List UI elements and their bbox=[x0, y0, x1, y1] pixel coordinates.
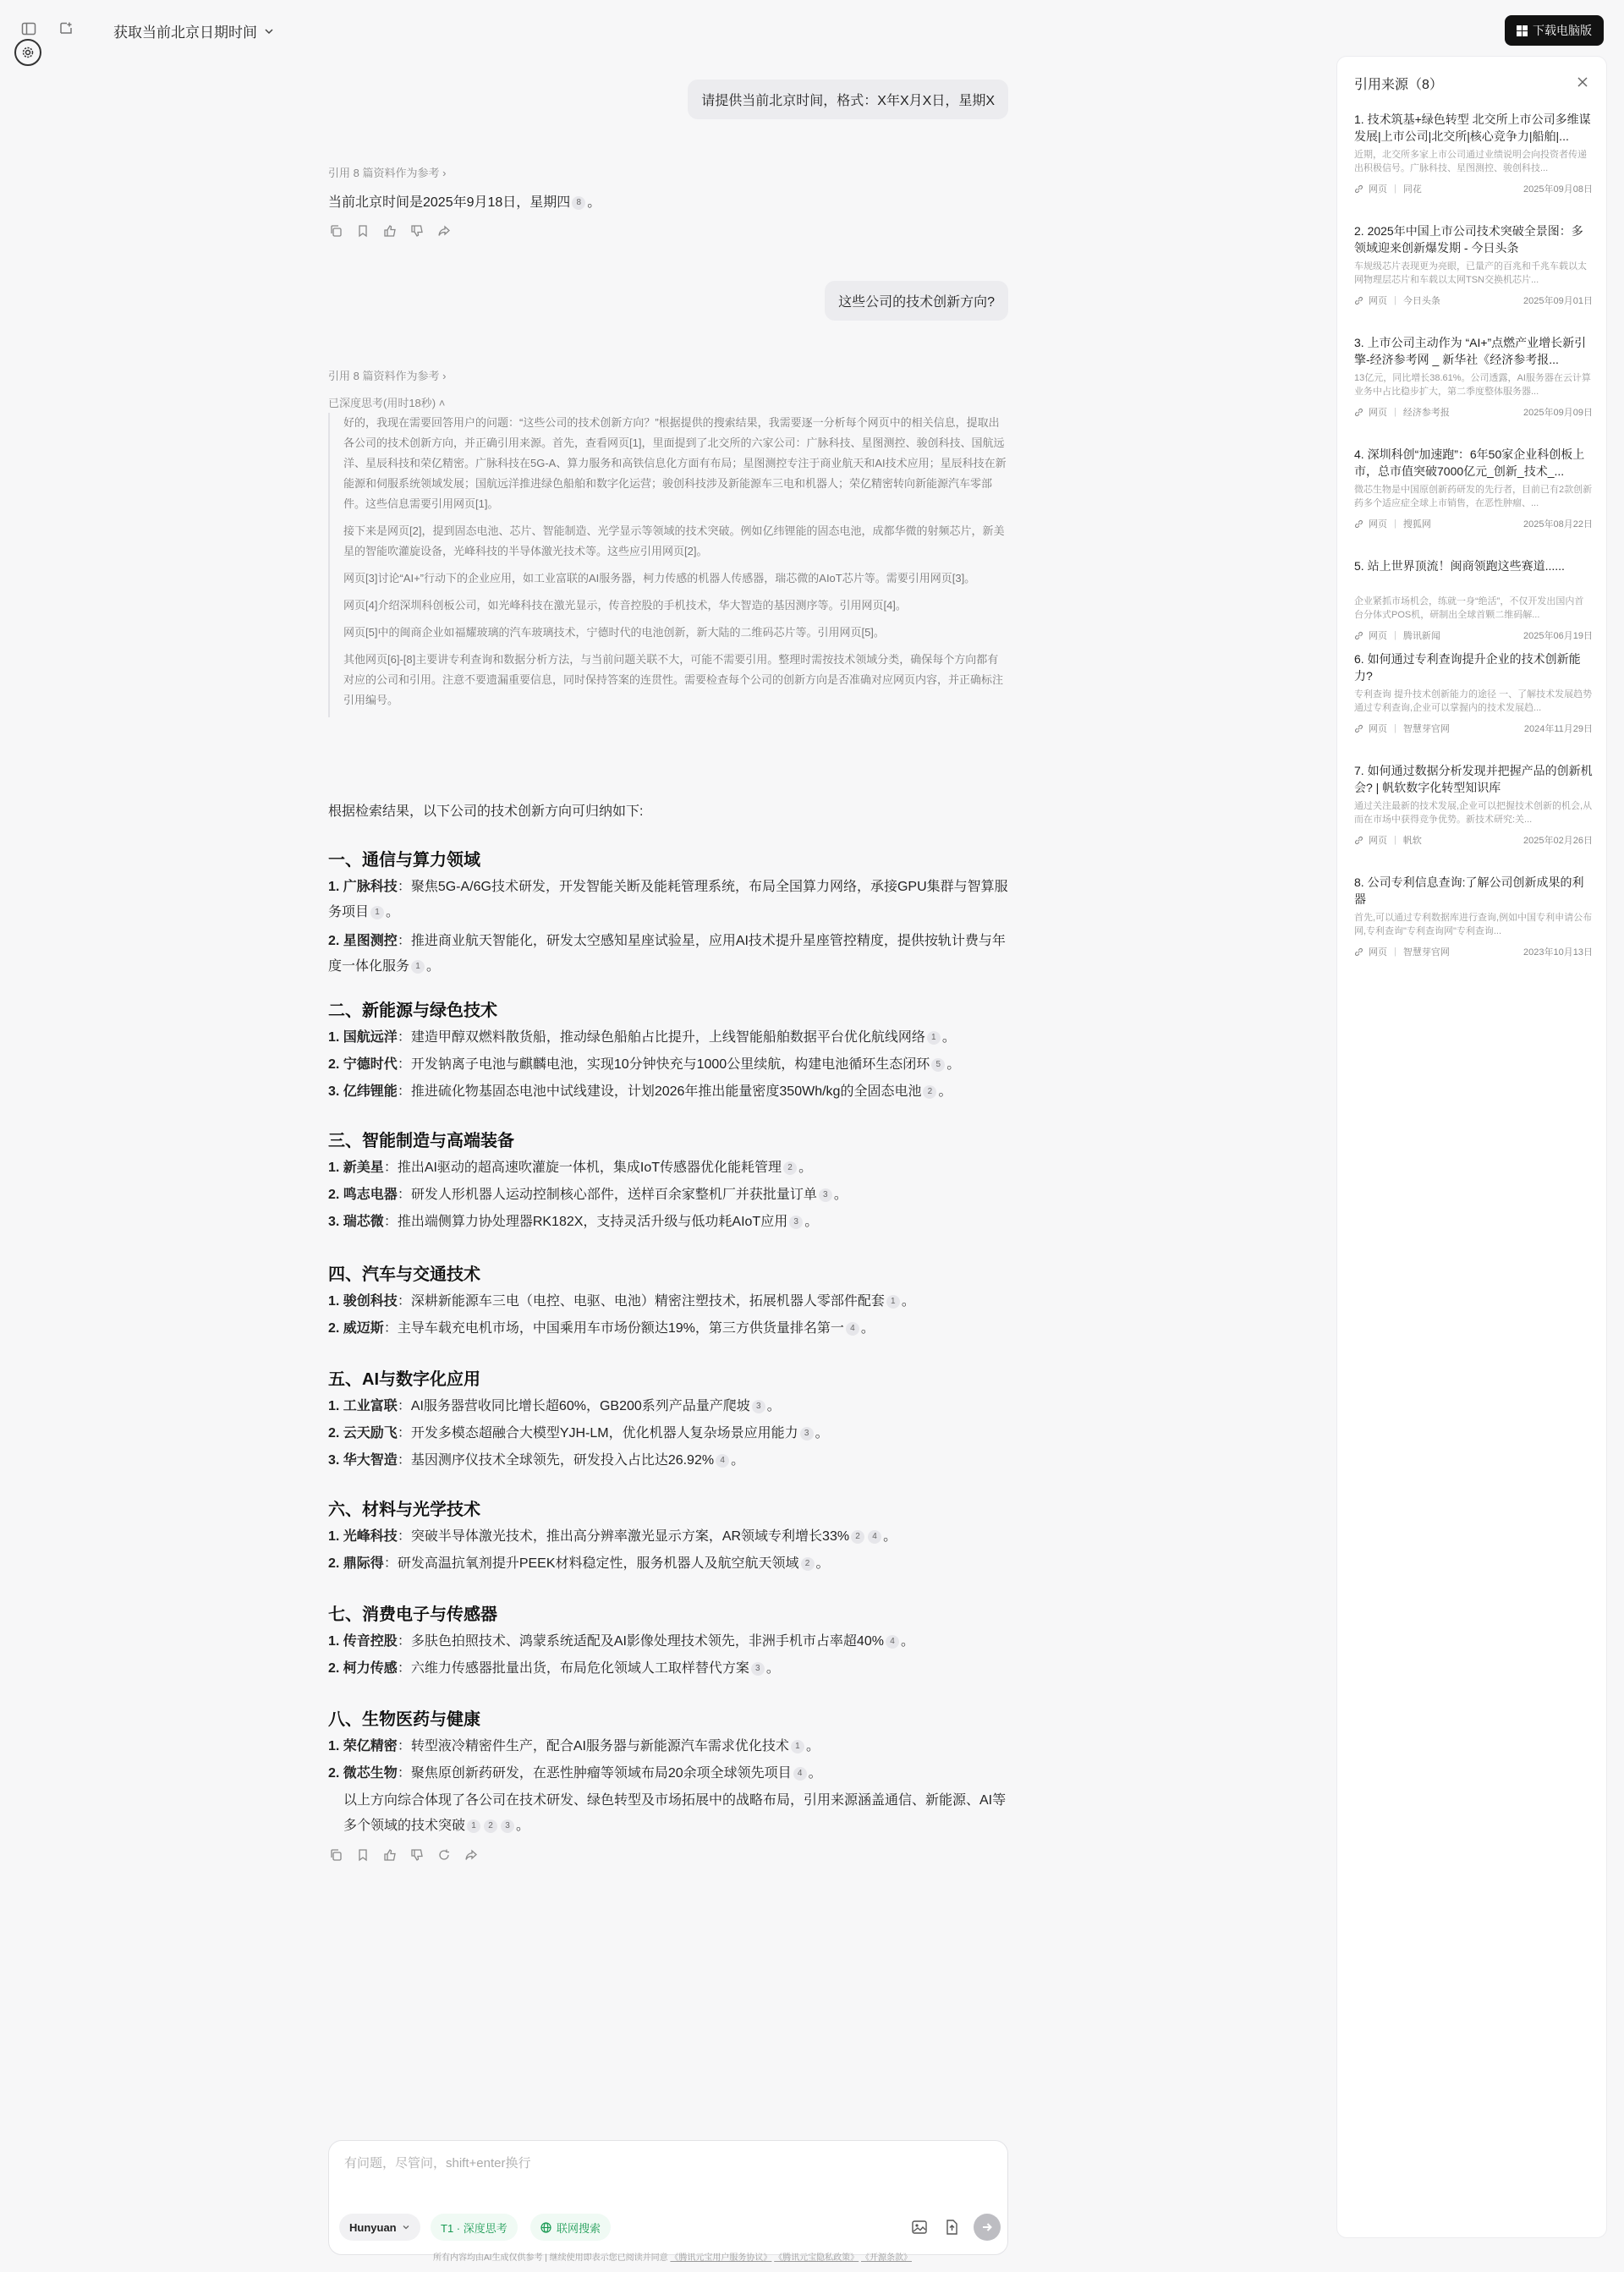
item-text: ：突破半导体激光技术，推出高分辨率激光显示方案，AR领域专利增长33% bbox=[397, 1529, 850, 1544]
item-text: ：研发人形机器人运动控制核心部件，送样百余家整机厂并获批量订单 bbox=[397, 1188, 817, 1202]
citation-badge[interactable]: 4 bbox=[793, 1767, 807, 1781]
citation-badge[interactable]: 2 bbox=[783, 1161, 797, 1175]
item-period: 。 bbox=[946, 1057, 961, 1072]
web-search-label: 联网搜索 bbox=[557, 2221, 601, 2235]
chat-title: 获取当前北京日期时间 bbox=[113, 25, 257, 41]
reference-card[interactable] bbox=[1354, 650, 1593, 735]
thumbs-up-icon[interactable] bbox=[382, 223, 398, 239]
company-name: 鸣志电器 bbox=[343, 1188, 398, 1202]
reference-snippet: 近期，北交所多家上市公司通过业绩说明会向投资者传递出积极信号。广脉科技、星图测控、骏创科技... bbox=[1354, 150, 1587, 173]
item-period: 。 bbox=[805, 1739, 820, 1753]
reference-type: 网页 bbox=[1369, 296, 1387, 306]
reference-meta bbox=[1354, 945, 1593, 958]
item-text: ：聚焦5G-A/6G技术研发，开发智能关断及能耗管理系统，布局全国算力网络，承接GPU集群与智算服务项目 bbox=[328, 880, 1008, 919]
company-name: 柯力传感 bbox=[343, 1661, 398, 1676]
item-number: 2. bbox=[328, 1188, 340, 1202]
item-number: 3. bbox=[328, 1084, 340, 1099]
reference-date: 2025年09月01日 bbox=[1523, 296, 1593, 306]
link-icon bbox=[1354, 947, 1363, 957]
answer-text: 当前北京时间是2025年9月18日，星期四 bbox=[328, 195, 571, 210]
answer-period: 。 bbox=[587, 195, 601, 210]
section-title: 七、消费电子与传感器 bbox=[328, 1605, 497, 1624]
footer-text: 所有内容均由AI生成仅供参考 | 继续使用即表示您已阅读并同意 bbox=[433, 2253, 668, 2263]
thinking-paragraph: 好的，我现在需要回答用户的问题：“这些公司的技术创新方向？”根据提供的搜索结果，我需要逐一分析每个网页中的相关信息，提取出各公司的技术创新方向，并正确引用来源。首先，查看网页[1]，里面提到了北交所的六家公司：广脉科技、星图测控、骏创科技、国航远洋、星辰科技和荣亿精密。广脉科技在5G-A、算力服务和高铁信息化方面有布局；星图测控专注于商业航天和AI技术应用；星辰科技在新能源和伺服系统领域发展；国航远洋推进绿色船舶和数字化运营；骏创科技涉及新能源车三电和机器人；荣亿精密转向新能源汽车零部件。这些信息需要引用网页[1]。 bbox=[343, 416, 1007, 510]
reference-meta bbox=[1354, 517, 1593, 530]
answer-intro: 根据检索结果，以下公司的技术创新方向可归纳如下: bbox=[328, 804, 644, 819]
item-period: 。 bbox=[766, 1399, 781, 1413]
reference-card[interactable] bbox=[1354, 334, 1593, 419]
file-upload-icon[interactable] bbox=[941, 2217, 962, 2237]
reference-title: 1. 技术筑基+绿色转型 北交所上市公司多维谋发展|上市公司|北交所|核心竞争力|船舶|... bbox=[1354, 113, 1591, 143]
citation-badge[interactable]: 1 bbox=[927, 1031, 941, 1045]
composer bbox=[328, 2140, 1008, 2255]
chat-title-dropdown[interactable] bbox=[113, 20, 274, 41]
assistant-answer bbox=[328, 191, 601, 211]
answer-summary bbox=[328, 1788, 1008, 1839]
list-item bbox=[328, 1656, 1008, 1682]
company-name: 骏创科技 bbox=[343, 1294, 398, 1309]
meta-separator: | bbox=[1394, 519, 1396, 529]
answer-actions bbox=[328, 223, 452, 239]
arrow-right-icon bbox=[981, 2221, 993, 2233]
reference-title: 6. 如何通过专利查询提升企业的技术创新能力? bbox=[1354, 652, 1581, 683]
reference-type: 网页 bbox=[1369, 724, 1387, 734]
reference-snippet: 通过关注最新的技术发展,企业可以把握技术创新的机会,从而在市场中获得竞争优势。新技术研究:关... bbox=[1354, 801, 1593, 825]
chevron-down-icon bbox=[402, 2223, 410, 2231]
share-icon[interactable] bbox=[436, 223, 452, 239]
company-name: 华大智造 bbox=[343, 1453, 398, 1468]
item-period: 。 bbox=[860, 1321, 875, 1336]
item-number: 3. bbox=[328, 1453, 340, 1468]
item-number: 2. bbox=[328, 1661, 340, 1676]
list-item bbox=[328, 1052, 1008, 1078]
message-input[interactable] bbox=[344, 2156, 987, 2170]
item-period: 。 bbox=[798, 1161, 813, 1175]
reference-snippet: 专利查询 提升技术创新能力的途径 一、了解技术发展趋势 通过专利查询,企业可以掌握内的技术发展趋... bbox=[1354, 689, 1593, 713]
item-text: ：基因测序仪技术全球领先，研发投入占比达26.92% bbox=[397, 1453, 715, 1468]
citation-badge[interactable]: 3 bbox=[789, 1216, 803, 1229]
item-number: 2. bbox=[328, 1556, 340, 1571]
summary-text: 以上方向综合体现了各公司在技术研发、绿色转型及市场拓展中的战略布局，引用来源涵盖通信、新能源、AI等多个领域的技术突破 bbox=[343, 1793, 1007, 1833]
reference-date: 2025年02月26日 bbox=[1523, 836, 1593, 846]
reference-meta bbox=[1354, 722, 1593, 735]
reference-date: 2024年11月29日 bbox=[1523, 724, 1593, 734]
answer-actions bbox=[328, 1847, 479, 1863]
reference-title: 2. 2025年中国上市公司技术突破全景图：多领域迎来创新爆发期 - 今日头条 bbox=[1354, 224, 1583, 255]
citation-badge[interactable]: 3 bbox=[501, 1819, 514, 1833]
meta-separator: | bbox=[1394, 947, 1396, 957]
item-number: 1. bbox=[328, 1161, 340, 1175]
item-period: 。 bbox=[815, 1556, 830, 1571]
share-icon[interactable] bbox=[464, 1847, 479, 1863]
link-icon bbox=[1354, 631, 1363, 640]
reference-title: 8. 公司专利信息查询:了解公司创新成果的利器 bbox=[1354, 875, 1584, 906]
reference-title: 4. 深圳科创“加速跑”：6年50家企业科创板上市，总市值突破7000亿元_创新_技术_... bbox=[1354, 447, 1585, 478]
list-item bbox=[328, 1025, 1008, 1051]
section-title: 二、新能源与绿色技术 bbox=[328, 1002, 497, 1020]
thinking-block bbox=[328, 413, 1008, 717]
item-text: ：推出AI驱动的超高速吹灌旋一体机，集成IoT传感器优化能耗管理 bbox=[383, 1161, 782, 1175]
item-number: 2. bbox=[328, 1766, 340, 1781]
reference-source: 智慧芽官网 bbox=[1402, 724, 1450, 734]
item-text: ：开发钠离子电池与麒麟电池，实现10分钟快充与1000公里续航，构建电池循环生态闭环 bbox=[397, 1057, 930, 1072]
reference-card[interactable] bbox=[1354, 874, 1593, 958]
citation-badge[interactable]: 4 bbox=[716, 1454, 729, 1468]
reference-panel-title: 引用来源（8） bbox=[1354, 78, 1443, 92]
list-item bbox=[328, 1551, 1008, 1577]
thumbs-down-icon[interactable] bbox=[409, 223, 425, 239]
list-item bbox=[328, 929, 1008, 980]
reference-type: 网页 bbox=[1369, 947, 1387, 958]
item-number: 2. bbox=[328, 934, 340, 948]
image-upload-icon[interactable] bbox=[909, 2217, 930, 2237]
citation-badge[interactable]: 2 bbox=[923, 1085, 936, 1099]
sidebar-toggle-icon[interactable] bbox=[19, 19, 39, 39]
reference-meta bbox=[1354, 833, 1593, 847]
chevron-down-icon bbox=[264, 26, 274, 36]
user-message: 请提供当前北京时间，格式：X年X月X日，星期X bbox=[688, 80, 1008, 119]
list-item bbox=[328, 1421, 1008, 1446]
bookmark-icon[interactable] bbox=[355, 223, 370, 239]
thinking-label: 已深度思考(用时18秒) bbox=[328, 397, 436, 409]
reference-card[interactable] bbox=[1354, 762, 1593, 847]
item-number: 1. bbox=[328, 1399, 340, 1413]
citation-badge[interactable]: 3 bbox=[751, 1662, 765, 1676]
item-period: 。 bbox=[815, 1426, 829, 1441]
citation-badge[interactable]: 1 bbox=[886, 1295, 900, 1309]
section-title: 五、AI与数字化应用 bbox=[328, 1370, 480, 1389]
citation-badge[interactable]: 3 bbox=[819, 1188, 832, 1202]
thinking-toggle[interactable]: 已深度思考(用时18秒) ˄ bbox=[328, 397, 446, 409]
list-item bbox=[328, 1524, 1008, 1550]
item-text: ：研发高温抗氧剂提升PEEK材料稳定性，服务机器人及航空航天领域 bbox=[383, 1556, 799, 1571]
windows-icon bbox=[1517, 25, 1528, 36]
model-name: Hunyuan bbox=[349, 2220, 397, 2234]
section-title: 八、生物医药与健康 bbox=[328, 1710, 480, 1729]
copy-icon[interactable] bbox=[328, 223, 343, 239]
item-text: ：建造甲醇双燃料散货船，推动绿色船舶占比提升，上线智能船舶数据平台优化航线网络 bbox=[397, 1030, 925, 1045]
list-item bbox=[328, 1183, 1008, 1208]
list-item bbox=[328, 875, 1008, 925]
section-title: 六、材料与光学技术 bbox=[328, 1501, 480, 1519]
reference-meta bbox=[1354, 405, 1593, 419]
deep-think-toggle[interactable] bbox=[431, 2214, 518, 2241]
list-item bbox=[328, 1734, 1008, 1759]
item-text: ：AI服务器营收同比增长超60%，GB200系列产品量产爬坡 bbox=[397, 1399, 750, 1413]
company-name: 光峰科技 bbox=[343, 1529, 398, 1544]
section-title: 一、通信与算力领域 bbox=[328, 851, 480, 870]
citation-badge[interactable]: 4 bbox=[868, 1530, 881, 1544]
reference-card[interactable] bbox=[1354, 446, 1593, 530]
citation-badge[interactable]: 1 bbox=[411, 960, 425, 974]
item-period: 。 bbox=[731, 1453, 745, 1468]
section-title: 四、汽车与交通技术 bbox=[328, 1265, 480, 1284]
citation-badge[interactable]: 2 bbox=[801, 1557, 815, 1571]
reference-panel bbox=[1336, 56, 1607, 2238]
item-period: 。 bbox=[938, 1084, 952, 1099]
link-icon bbox=[1354, 724, 1363, 733]
item-text: ：转型液冷精密件生产，配合AI服务器与新能源汽车需求优化技术 bbox=[397, 1739, 789, 1753]
item-period: 。 bbox=[941, 1030, 956, 1045]
close-icon[interactable] bbox=[1574, 74, 1591, 91]
citation-badge[interactable]: 5 bbox=[931, 1058, 945, 1072]
footer-disclaimer bbox=[0, 2250, 1345, 2263]
item-text: ：开发多模态超融合大模型YJH-LM，优化机器人复杂场景应用能力 bbox=[397, 1426, 798, 1441]
reference-title: 3. 上市公司主动作为 “AI+”点燃产业增长新引擎-经济参考网 _ 新华社《经济参考报... bbox=[1354, 336, 1587, 366]
item-number: 3. bbox=[328, 1215, 340, 1229]
meta-separator: | bbox=[1394, 407, 1396, 417]
meta-separator: | bbox=[1394, 835, 1396, 845]
company-name: 瑞芯微 bbox=[343, 1215, 384, 1229]
bookmark-icon[interactable] bbox=[355, 1847, 370, 1863]
thinking-paragraph: 接下来是网页[2]，提到固态电池、芯片、智能制造、光学显示等领域的技术突破。例如亿纬锂能的固态电池，成都华微的射频芯片，新美星的智能吹灌旋设备，光峰科技的半导体激光技术等。这些应引用网页[2]。 bbox=[343, 524, 1005, 557]
company-name: 国航远洋 bbox=[343, 1030, 398, 1045]
reference-source: 智慧芽官网 bbox=[1402, 947, 1450, 958]
reference-card[interactable] bbox=[1354, 222, 1593, 307]
item-number: 1. bbox=[328, 1739, 340, 1753]
item-period: 。 bbox=[386, 905, 400, 919]
citation-badge[interactable]: 2 bbox=[851, 1530, 864, 1544]
reference-card[interactable] bbox=[1354, 557, 1593, 642]
footer-link-privacy[interactable]: 《腾讯元宝隐私政策》 bbox=[774, 2253, 859, 2263]
meta-separator: | bbox=[1394, 295, 1396, 305]
reference-source: 同花 bbox=[1402, 184, 1422, 195]
item-text: ：深耕新能源车三电（电控、电驱、电池）精密注塑技术，拓展机器人零部件配套 bbox=[397, 1294, 885, 1309]
link-icon bbox=[1354, 519, 1363, 529]
item-period: 。 bbox=[808, 1766, 822, 1781]
web-search-toggle[interactable] bbox=[530, 2214, 611, 2241]
reference-count-link[interactable]: 引用 8 篇资料作为参考 › bbox=[328, 167, 447, 179]
reference-snippet: 车规级芯片表现更为亮眼，已量产的百兆和千兆车载以太网物理层芯片和车载以太网TSN交换机芯片... bbox=[1354, 261, 1587, 285]
list-item bbox=[328, 1289, 1008, 1314]
reference-type: 网页 bbox=[1369, 184, 1387, 195]
item-text: ：主导车载充电机市场，中国乘用车市场份额达19%，第三方供货量排名第一 bbox=[383, 1321, 844, 1336]
reference-snippet: 微芯生物是中国原创新药研发的先行者，目前已有2款创新药多个适应症全球上市销售，在恶性肿瘤、... bbox=[1354, 485, 1593, 508]
item-number: 1. bbox=[328, 1030, 340, 1045]
reference-type: 网页 bbox=[1369, 408, 1387, 418]
reference-date: 2025年06月19日 bbox=[1523, 631, 1593, 641]
list-item bbox=[328, 1316, 1008, 1342]
reference-source: 腾讯新闻 bbox=[1402, 631, 1440, 641]
citation-badge[interactable]: 8 bbox=[572, 196, 585, 210]
reference-source: 今日头条 bbox=[1402, 296, 1440, 306]
thumbs-down-icon[interactable] bbox=[409, 1847, 425, 1863]
item-text: ：推出端侧算力协处理器RK182X，支持灵活升级与低功耗AIoT应用 bbox=[383, 1215, 788, 1229]
company-name: 广脉科技 bbox=[343, 880, 398, 894]
reference-date: 2025年09月08日 bbox=[1523, 184, 1593, 195]
company-name: 亿纬锂能 bbox=[343, 1084, 398, 1099]
company-name: 传音控股 bbox=[343, 1634, 398, 1649]
item-period: 。 bbox=[900, 1634, 914, 1649]
item-number: 1. bbox=[328, 1529, 340, 1544]
regenerate-icon[interactable] bbox=[436, 1847, 452, 1863]
reference-snippet: 13亿元，同比增长38.61%。公司透露，AI服务器在云计算业务中占比稳步扩大，第二季度整体服务器... bbox=[1354, 373, 1591, 397]
item-number: 1. bbox=[328, 1634, 340, 1649]
reference-source: 搜狐网 bbox=[1402, 519, 1431, 530]
company-name: 星图测控 bbox=[343, 934, 398, 948]
citation-badge[interactable]: 4 bbox=[846, 1322, 859, 1336]
thinking-paragraph: 其他网页[6]-[8]主要讲专利查询和数据分析方法，与当前问题关联不大，可能不需要引用。整理时需按技术领域分类，确保每个方向都有对应的公司和引用。注意不要遗漏重要信息，同时保持答案的连贯性。需要检查每个公司的创新方向是否准确对应网页内容，并正确标注引用编号。 bbox=[343, 653, 1004, 706]
item-number: 2. bbox=[328, 1057, 340, 1072]
item-number: 2. bbox=[328, 1321, 340, 1336]
reference-title: 7. 如何通过数据分析发现并把握产品的创新机会? | 帆软数字化转型知识库 bbox=[1354, 764, 1593, 794]
list-item bbox=[328, 1448, 1008, 1474]
reference-meta bbox=[1354, 294, 1593, 307]
list-item bbox=[328, 1394, 1008, 1419]
globe-icon bbox=[540, 2222, 551, 2233]
meta-separator: | bbox=[1394, 723, 1396, 733]
reference-count-text: 引用 8 篇资料作为参考 bbox=[328, 167, 440, 179]
send-button[interactable] bbox=[974, 2214, 1001, 2241]
citation-badge[interactable]: 3 bbox=[752, 1400, 765, 1413]
reference-snippet: 企业紧抓市场机会，练就一身“绝活”，不仅开发出国内首台分体式POS机，研制出全球首颗二维码解... bbox=[1354, 596, 1584, 620]
item-text: ：推进商业航天智能化，研发太空感知星座试验星，应用AI技术提升星座管控精度，提供按轨计费与年度一体化服务 bbox=[328, 934, 1006, 974]
meta-separator: | bbox=[1394, 630, 1396, 640]
reference-type: 网页 bbox=[1369, 836, 1387, 846]
item-text: ：聚焦原创新药研发，在恶性肿瘤等领域布局20余项全球领先项目 bbox=[397, 1766, 792, 1781]
company-name: 荣亿精密 bbox=[343, 1739, 398, 1753]
item-period: 。 bbox=[833, 1188, 848, 1202]
item-number: 1. bbox=[328, 1294, 340, 1309]
citation-badge[interactable]: 1 bbox=[370, 906, 384, 919]
footer-link-opensource[interactable]: 《开源条款》 bbox=[860, 2253, 912, 2263]
item-number: 1. bbox=[328, 880, 340, 894]
reference-meta bbox=[1354, 628, 1593, 642]
reference-date: 2025年09月09日 bbox=[1523, 408, 1593, 418]
link-icon bbox=[1354, 296, 1363, 305]
company-name: 宁德时代 bbox=[343, 1057, 398, 1072]
item-period: 。 bbox=[765, 1661, 780, 1676]
reference-snippet: 首先,可以通过专利数据库进行查询,例如中国专利申请公布网,专利查询"专利查询网"专利查询... bbox=[1354, 913, 1593, 936]
company-name: 威迈斯 bbox=[343, 1321, 384, 1336]
reference-date: 2023年10月13日 bbox=[1523, 947, 1593, 958]
reference-date: 2025年08月22日 bbox=[1523, 519, 1593, 530]
reference-source: 帆软 bbox=[1402, 836, 1422, 846]
reference-source: 经济参考报 bbox=[1402, 408, 1450, 418]
list-item bbox=[328, 1761, 1008, 1786]
company-name: 新美星 bbox=[343, 1161, 384, 1175]
item-text: ：多肤色拍照技术、鸿蒙系统适配及AI影像处理技术领先，非洲手机市占率超40% bbox=[397, 1634, 884, 1649]
model-selector[interactable] bbox=[339, 2214, 420, 2241]
link-icon bbox=[1354, 408, 1363, 417]
thinking-paragraph: 网页[4]介绍深圳科创板公司，如光峰科技在激光显示，传音控股的手机技术，华大智造的基因测序等。引用网页[4]。 bbox=[343, 599, 907, 612]
citation-badge[interactable]: 1 bbox=[791, 1740, 804, 1753]
user-message: 这些公司的技术创新方向? bbox=[825, 281, 1008, 321]
download-desktop-button[interactable] bbox=[1505, 15, 1604, 46]
item-text: ：推进硫化物基固态电池中试线建设，计划2026年推出能量密度350Wh/kg的全固态电池 bbox=[397, 1084, 922, 1099]
citation-badge[interactable]: 1 bbox=[467, 1819, 480, 1833]
reference-type: 网页 bbox=[1369, 631, 1387, 641]
company-name: 工业富联 bbox=[343, 1399, 398, 1413]
meta-separator: | bbox=[1394, 184, 1396, 194]
reference-type: 网页 bbox=[1369, 519, 1387, 530]
reference-card[interactable] bbox=[1354, 111, 1593, 195]
thinking-paragraph: 网页[3]讨论“AI+”行动下的企业应用，如工业富联的AI服务器，柯力传感的机器人传感器，瑞芯微的AIoT芯片等。需要引用网页[3]。 bbox=[343, 572, 976, 584]
thumbs-up-icon[interactable] bbox=[382, 1847, 398, 1863]
list-item bbox=[328, 1210, 1008, 1235]
reference-title: 5. 站上世界顶流！闽商领跑这些赛道...... bbox=[1354, 559, 1565, 573]
top-bar bbox=[0, 0, 1624, 59]
citation-badge[interactable]: 2 bbox=[484, 1819, 497, 1833]
item-period: 。 bbox=[883, 1529, 897, 1544]
item-period: 。 bbox=[426, 959, 441, 974]
footer-link-terms[interactable]: 《腾讯元宝用户服务协议》 bbox=[670, 2253, 772, 2263]
item-period: 。 bbox=[901, 1294, 915, 1309]
company-name: 微芯生物 bbox=[343, 1766, 398, 1781]
company-name: 云天励飞 bbox=[343, 1426, 398, 1441]
item-number: 2. bbox=[328, 1426, 340, 1441]
citation-badge[interactable]: 3 bbox=[800, 1427, 814, 1441]
company-name: 鼎际得 bbox=[343, 1556, 384, 1571]
new-chat-icon[interactable] bbox=[56, 19, 76, 39]
thinking-paragraph: 网页[5]中的闽商企业如福耀玻璃的汽车玻璃技术，宁德时代的电池创新，新大陆的二维码芯片等。引用网页[5]。 bbox=[343, 626, 885, 639]
settings-gear-icon[interactable] bbox=[14, 39, 41, 66]
reference-meta bbox=[1354, 182, 1593, 195]
deep-think-label: T1 · 深度思考 bbox=[441, 2221, 508, 2235]
reference-count-link[interactable]: 引用 8 篇资料作为参考 › bbox=[328, 370, 447, 382]
link-icon bbox=[1354, 184, 1363, 194]
link-icon bbox=[1354, 836, 1363, 845]
download-label: 下载电脑版 bbox=[1533, 24, 1592, 37]
section-title: 三、智能制造与高端装备 bbox=[328, 1132, 514, 1150]
summary-period: 。 bbox=[516, 1819, 530, 1833]
copy-icon[interactable] bbox=[328, 1847, 343, 1863]
item-period: 。 bbox=[804, 1215, 819, 1229]
reference-count-text: 引用 8 篇资料作为参考 bbox=[328, 370, 440, 382]
list-item bbox=[328, 1629, 1008, 1655]
list-item bbox=[328, 1155, 1008, 1181]
list-item bbox=[328, 1079, 1008, 1105]
item-text: ：六维力传感器批量出货，布局危化领域人工取样替代方案 bbox=[397, 1661, 749, 1676]
citation-badge[interactable]: 4 bbox=[886, 1635, 899, 1649]
